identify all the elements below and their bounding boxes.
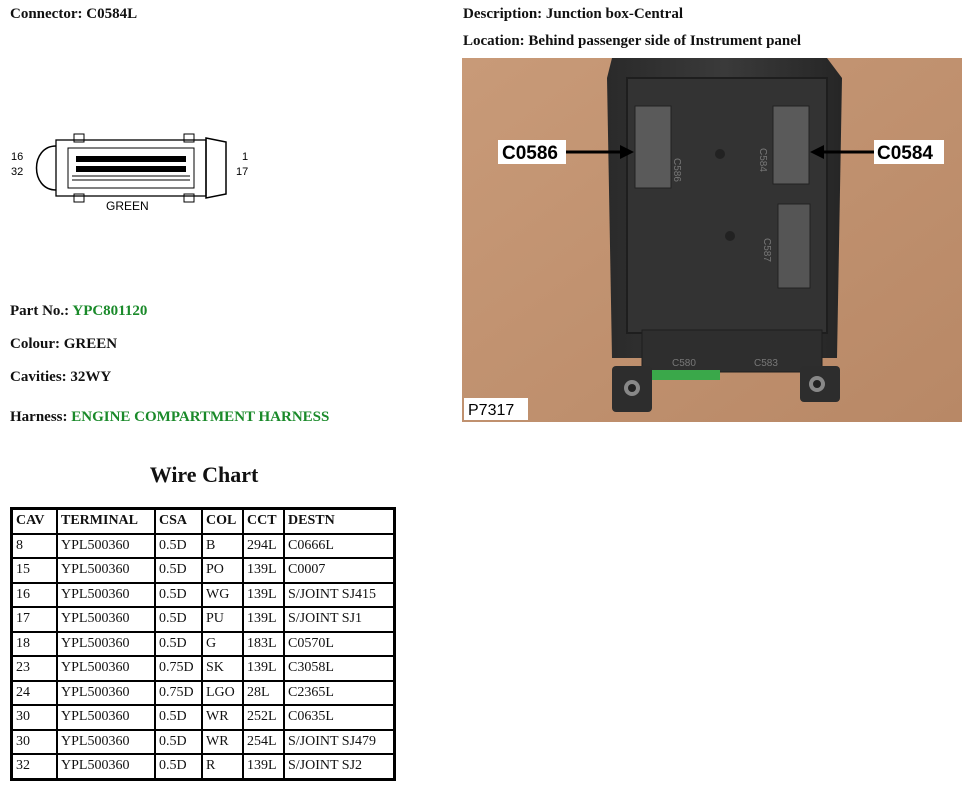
cell-csa: 0.5D — [155, 705, 202, 730]
table-row — [12, 607, 395, 632]
header-csa: CSA — [155, 509, 202, 534]
table-row — [12, 632, 395, 657]
location-label: Location: — [463, 33, 525, 49]
wire-chart-header-row — [12, 509, 395, 534]
cell-cav: 23 — [12, 656, 58, 681]
cell-csa: 0.5D — [155, 583, 202, 608]
part-number-line — [10, 303, 147, 320]
cell-csa: 0.75D — [155, 681, 202, 706]
harness-link[interactable]: ENGINE COMPARTMENT HARNESS — [71, 409, 330, 425]
cell-destn: S/JOINT SJ479 — [284, 730, 395, 755]
colour-line — [10, 336, 117, 353]
harness-label: Harness: — [10, 409, 68, 425]
cavities-line — [10, 369, 111, 386]
header-destn: DESTN — [284, 509, 395, 534]
cell-terminal: YPL500360 — [57, 583, 155, 608]
cell-destn: C3058L — [284, 656, 395, 681]
cell-cct: 254L — [243, 730, 284, 755]
cell-cav: 30 — [12, 705, 58, 730]
table-row — [12, 730, 395, 755]
cell-destn: C0635L — [284, 705, 395, 730]
pin-label-16: 16 — [11, 151, 24, 163]
colour-label: Colour: — [10, 336, 60, 352]
cell-cct: 139L — [243, 558, 284, 583]
cell-terminal: YPL500360 — [57, 705, 155, 730]
harness-line — [10, 409, 329, 426]
cell-csa: 0.5D — [155, 730, 202, 755]
socket-c584-label: C584 — [757, 148, 768, 172]
cell-cav: 16 — [12, 583, 58, 608]
description-line — [463, 6, 683, 23]
description-label: Description: — [463, 6, 543, 22]
header-col: COL — [202, 509, 243, 534]
cavities-value: 32WY — [70, 369, 112, 385]
cell-terminal: YPL500360 — [57, 558, 155, 583]
cell-cct: 252L — [243, 705, 284, 730]
cell-terminal: YPL500360 — [57, 681, 155, 706]
cell-cav: 8 — [12, 534, 58, 559]
cell-col: WR — [202, 730, 243, 755]
connector-label: Connector: — [10, 6, 83, 22]
cell-cct: 139L — [243, 754, 284, 779]
cell-terminal: YPL500360 — [57, 730, 155, 755]
cell-col: G — [202, 632, 243, 657]
cell-terminal: YPL500360 — [57, 534, 155, 559]
cell-csa: 0.5D — [155, 558, 202, 583]
cell-col: PO — [202, 558, 243, 583]
part-number-label: Part No.: — [10, 303, 70, 319]
table-row — [12, 534, 395, 559]
table-row — [12, 558, 395, 583]
socket-c587-label: C587 — [761, 238, 772, 262]
socket-c583-label: C583 — [754, 358, 778, 369]
pin-label-32: 32 — [11, 166, 24, 178]
socket-c586-label: C586 — [671, 158, 682, 182]
cell-cav: 17 — [12, 607, 58, 632]
cell-col: WG — [202, 583, 243, 608]
description-value: Junction box-Central — [545, 6, 683, 22]
pin-label-17: 17 — [236, 166, 249, 178]
cell-csa: 0.5D — [155, 754, 202, 779]
connector-line — [10, 6, 137, 23]
location-line — [463, 33, 801, 50]
cell-destn: C2365L — [284, 681, 395, 706]
header-terminal: TERMINAL — [57, 509, 155, 534]
cell-csa: 0.75D — [155, 656, 202, 681]
cell-cct: 183L — [243, 632, 284, 657]
connector-value: C0584L — [86, 6, 138, 22]
cell-cct: 28L — [243, 681, 284, 706]
cell-destn: S/JOINT SJ415 — [284, 583, 395, 608]
cell-cct: 139L — [243, 583, 284, 608]
cell-col: R — [202, 754, 243, 779]
drawing-caption: GREEN — [106, 199, 149, 213]
cell-destn: C0570L — [284, 632, 395, 657]
cell-cav: 15 — [12, 558, 58, 583]
cell-terminal: YPL500360 — [57, 632, 155, 657]
table-row — [12, 754, 395, 779]
cell-cav: 32 — [12, 754, 58, 779]
callout-left-label: C0586 — [502, 143, 558, 164]
part-number-link[interactable]: YPC801120 — [72, 303, 148, 319]
colour-value: GREEN — [63, 336, 118, 352]
wire-chart-table — [10, 507, 396, 781]
cell-terminal: YPL500360 — [57, 607, 155, 632]
cell-col: PU — [202, 607, 243, 632]
wire-chart-title: Wire Chart — [149, 462, 259, 487]
cell-destn: S/JOINT SJ2 — [284, 754, 395, 779]
cell-cct: 139L — [243, 607, 284, 632]
cell-col: SK — [202, 656, 243, 681]
connector-drawing — [8, 128, 258, 218]
socket-c580-label: C580 — [672, 358, 696, 369]
photo-id-label: P7317 — [468, 402, 515, 419]
cell-terminal: YPL500360 — [57, 656, 155, 681]
cell-col: B — [202, 534, 243, 559]
table-row — [12, 705, 395, 730]
cell-col: LGO — [202, 681, 243, 706]
callout-right-label: C0584 — [877, 143, 933, 164]
table-row — [12, 681, 395, 706]
junction-box-photo — [462, 58, 962, 422]
pin-rows — [76, 156, 186, 172]
header-cav: CAV — [12, 509, 58, 534]
wire-chart-body — [12, 534, 395, 780]
cell-col: WR — [202, 705, 243, 730]
cell-terminal: YPL500360 — [57, 754, 155, 779]
cell-destn: S/JOINT SJ1 — [284, 607, 395, 632]
cell-cct: 294L — [243, 534, 284, 559]
cell-cav: 30 — [12, 730, 58, 755]
pin-label-1: 1 — [242, 151, 249, 163]
cell-cav: 18 — [12, 632, 58, 657]
location-value: Behind passenger side of Instrument panel — [528, 33, 802, 49]
cavities-label: Cavities: — [10, 369, 67, 385]
cell-cav: 24 — [12, 681, 58, 706]
cell-csa: 0.5D — [155, 534, 202, 559]
header-cct: CCT — [243, 509, 284, 534]
cell-csa: 0.5D — [155, 607, 202, 632]
cell-csa: 0.5D — [155, 632, 202, 657]
table-row — [12, 583, 395, 608]
cell-destn: C0666L — [284, 534, 395, 559]
cell-destn: C0007 — [284, 558, 395, 583]
cell-cct: 139L — [243, 656, 284, 681]
table-row — [12, 656, 395, 681]
